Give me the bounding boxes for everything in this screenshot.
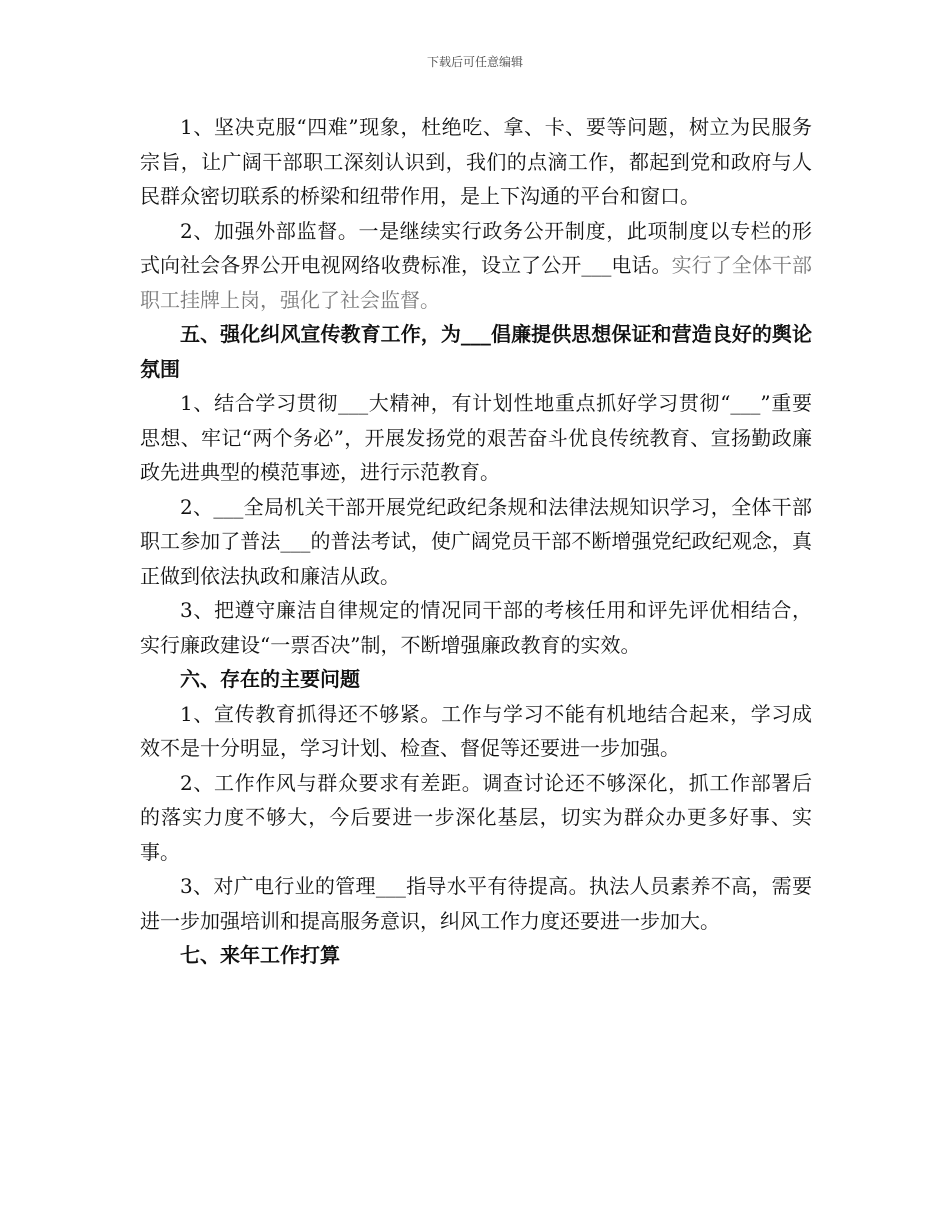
paragraph-6: 1、宣传教育抓得还不够紧。工作与学习不能有机地结合起来，学习成效不是十分明显，学习计划、检查、督促等还要进一步加强。 [140,701,812,760]
paragraph-1: 1、坚决克服“四难”现象，杜绝吃、拿、卡、要等问题，树立为民服务宗旨，让广阔干部职工深刻认识到，我们的点滴工作，都起到党和政府与人民群众密切联系的桥梁和纽带作用，是上下沟通的平台和窗口。 [140,115,812,208]
paragraph-2-text: 2、加强外部监督。一是继续实行政务公开制度，此项制度以专栏的形式向社会各界公开电视网络收费标准，设立了公开___电话。 [140,218,812,277]
paragraph-4: 2、___全局机关干部开展党纪政纪条规和法律法规知识学习，全体干部职工参加了普法___的普法考试，使广阔党员干部不断增强党纪政纪观念，真正做到依法执政和廉洁从政。 [140,494,812,588]
paragraph-7: 2、工作作风与群众要求有差距。调查讨论还不够深化，抓工作部署后的落实力度不够大，今后要进一步深化基层，切实为群众办更多好事、实事。 [140,770,812,864]
section-heading-7: 七、来年工作打算 [180,943,340,967]
paragraph-8: 3、对广电行业的管理___指导水平有待提高。执法人员素养不高，需要进一步加强培训和提高服务意识，纠风工作力度还要进一步加大。 [140,874,812,933]
page-header: 下载后可任意编辑 [426,55,523,69]
document-body [140,110,812,973]
section-heading-5: 五、强化纠风宣传教育工作，为___倡廉提供思想保证和营造良好的舆论氛围 [140,322,812,381]
paragraph-2-faint-text: 实行了全体干部职工挂牌上岗，强化了社会监督。 [140,253,812,312]
paragraph-2 [140,214,812,318]
paragraph-5: 3、把遵守廉洁自律规定的情况同干部的考核任用和评先评优相结合，实行廉政建设“一票否决”制，不断增强廉政教育的实效。 [140,598,812,657]
paragraph-3: 1、结合学习贯彻___大精神，有计划性地重点抓好学习贯彻“___”重要思想、牢记“两个务必”，开展发扬党的艰苦奋斗优良传统教育、宣扬勤政廉政先进典型的模范事迹，进行示范教育。 [140,391,812,484]
section-heading-6: 六、存在的主要问题 [180,667,360,691]
